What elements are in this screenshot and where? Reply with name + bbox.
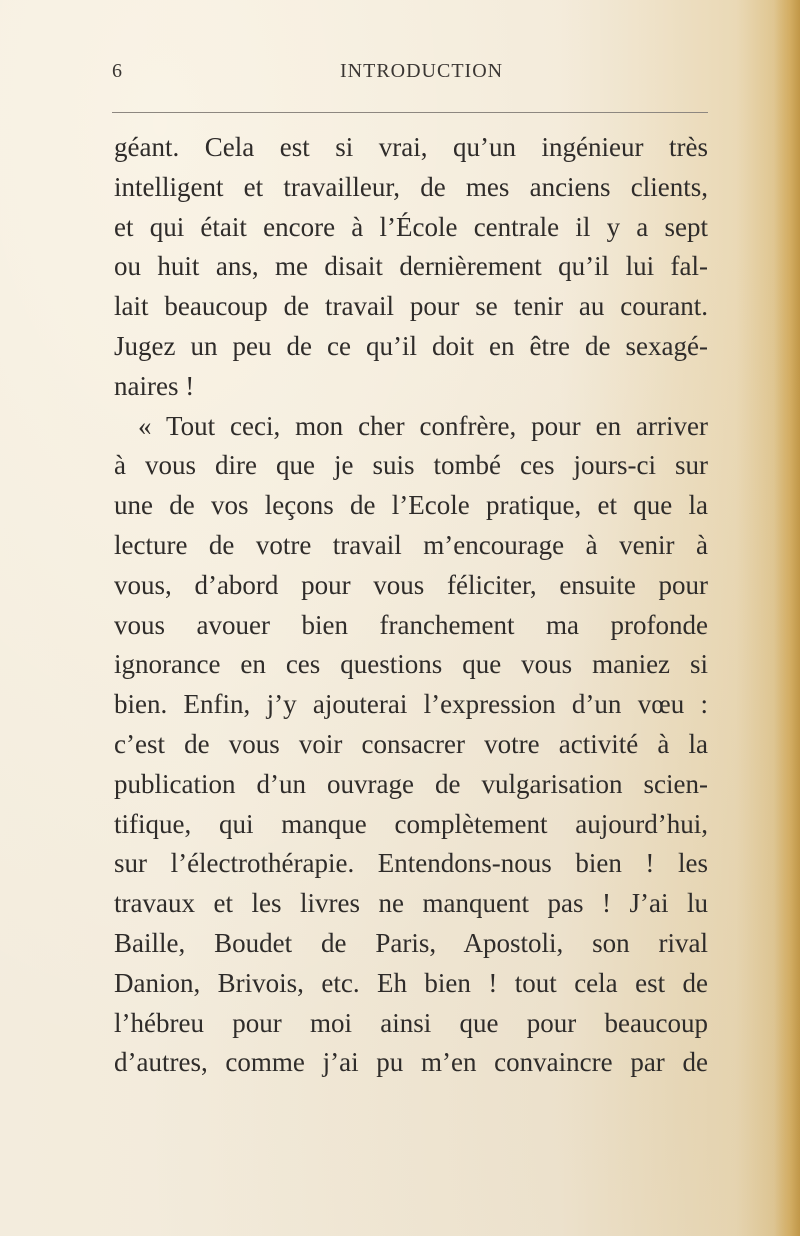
text-line: sur l’électrothérapie. Entendons-nous bien ! les <box>114 848 708 879</box>
text-line: lecture de votre travail m’encourage à venir à <box>114 529 708 560</box>
text-line: une de vos leçons de l’Ecole pratique, et que la <box>114 490 708 521</box>
text-line: Danion, Brivois, etc. Eh bien ! tout cela est de <box>114 967 708 998</box>
text-line: vous, d’abord pour vous féliciter, ensuite pour <box>114 569 708 600</box>
running-title: INTRODUCTION <box>340 60 504 82</box>
text-line: et qui était encore à l’École centrale il y a sept <box>114 211 708 242</box>
header-rule <box>112 112 708 113</box>
text-line: géant. Cela est si vrai, qu’un ingénieur très <box>114 132 708 162</box>
text-line: ignorance en ces questions que vous maniez si <box>114 649 708 680</box>
text-line: d’autres, comme j’ai pu m’en convaincre par de <box>114 1047 708 1078</box>
text-line: à vous dire que je suis tombé ces jours-ci sur <box>114 450 708 481</box>
text-line: l’hébreu pour moi ainsi que pour beaucoup <box>114 1007 708 1038</box>
text-line: tifique, qui manque complètement aujourd’hui, <box>114 808 708 839</box>
page-number: 6 <box>112 60 122 82</box>
text-line: « Tout ceci, mon cher confrère, pour en arriver <box>138 410 708 441</box>
text-line: vous avouer bien franchement ma profonde <box>114 609 708 640</box>
text-line: bien. Enfin, j’y ajouterai l’expression d’un vœu : <box>114 689 708 720</box>
text-line: publication d’un ouvrage de vulgarisation scien- <box>114 768 708 799</box>
text-line: intelligent et travailleur, de mes anciens clients, <box>114 171 708 202</box>
body-text <box>114 128 708 1083</box>
text-line: ou huit ans, me disait dernièrement qu’il lui fal- <box>114 251 708 282</box>
page-edge-stain <box>774 0 800 1236</box>
text-line: naires ! <box>114 370 195 401</box>
page-header <box>0 60 800 100</box>
text-line: lait beaucoup de travail pour se tenir au courant. <box>114 291 708 322</box>
text-line: Baille, Boudet de Paris, Apostoli, son rival <box>114 927 708 958</box>
text-line: travaux et les livres ne manquent pas ! J’ai lu <box>114 888 708 919</box>
text-line: Jugez un peu de ce qu’il doit en être de sexagé- <box>114 330 708 361</box>
text-line: c’est de vous voir consacrer votre activité à la <box>114 728 708 759</box>
